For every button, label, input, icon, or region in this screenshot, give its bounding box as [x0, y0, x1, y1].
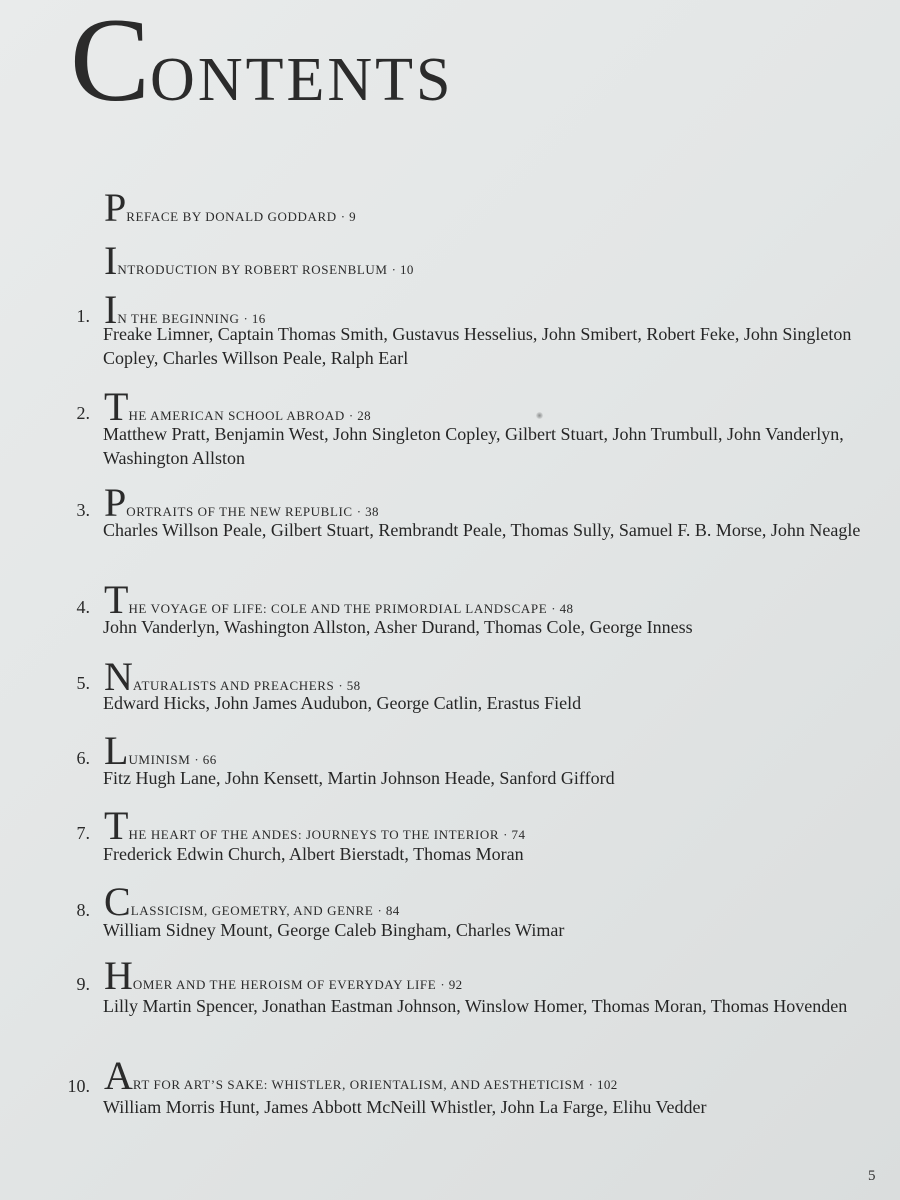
chapter-number: 1.	[76, 306, 90, 326]
heading-text: NTRODUCTION BY ROBERT ROSENBLUM	[117, 262, 388, 277]
page-number: · 48	[551, 601, 574, 616]
chapter-artists: Edward Hicks, John James Audubon, George Catlin, Erastus Field	[103, 693, 582, 713]
page-number: · 28	[348, 408, 372, 423]
drop-cap: C	[104, 879, 131, 924]
page-number: · 10	[391, 262, 414, 277]
page-number: · 66	[194, 752, 217, 767]
drop-cap: H	[104, 953, 133, 998]
page-number: · 74	[503, 827, 526, 842]
chapter-artists: Lilly Martin Spencer, Jonathan Eastman Johnson, Winslow Homer, Thomas Moran, Thomas Hovenden	[103, 996, 848, 1016]
heading-text: ORTRAITS OF THE NEW REPUBLIC	[126, 504, 353, 519]
drop-cap: A	[104, 1053, 133, 1098]
chapter-artists: Frederick Edwin Church, Albert Bierstadt, Thomas Moran	[103, 844, 524, 864]
drop-cap: L	[104, 728, 129, 773]
chapter-number: 2.	[76, 403, 90, 423]
chapter-artists: John Vanderlyn, Washington Allston, Asher Durand, Thomas Cole, George Inness	[103, 617, 693, 637]
paper-smudge	[536, 412, 543, 419]
heading-text: RT FOR ART’S SAKE: WHISTLER, ORIENTALISM, AND AESTHETICISM	[132, 1077, 585, 1092]
page-number: · 58	[338, 678, 361, 693]
title-initial: C	[70, 0, 151, 126]
heading-text: LASSICISM, GEOMETRY, AND GENRE	[130, 903, 374, 918]
page-number: · 84	[377, 903, 400, 918]
drop-cap: P	[104, 480, 127, 525]
chapter-heading	[104, 1053, 618, 1098]
heading-text: UMINISM	[128, 752, 191, 767]
drop-cap: T	[104, 384, 129, 429]
heading-text: HE VOYAGE OF LIFE: COLE AND THE PRIMORDIAL LANDSCAPE	[128, 601, 548, 616]
heading-text: HE AMERICAN SCHOOL ABROAD	[128, 408, 345, 423]
drop-cap: T	[104, 803, 129, 848]
page-title	[70, 0, 454, 126]
drop-cap: P	[104, 185, 127, 230]
preface-heading	[104, 185, 357, 230]
chapter-number: 3.	[76, 500, 90, 520]
chapter-artists: William Morris Hunt, James Abbott McNeill Whistler, John La Farge, Elihu Vedder	[103, 1097, 707, 1117]
page-number: · 16	[243, 311, 266, 326]
chapter-artists: William Sidney Mount, George Caleb Bingham, Charles Wimar	[103, 920, 565, 940]
drop-cap: T	[104, 577, 129, 622]
chapter-number: 6.	[76, 748, 90, 768]
chapter-artists: Freake Limner, Captain Thomas Smith, Gustavus Hesselius, John Smibert, Robert Feke, John Singleton Copley, Charles Willson Peale, Ralph Earl	[103, 324, 852, 368]
introduction-heading	[104, 238, 414, 283]
heading-text: ATURALISTS AND PREACHERS	[132, 678, 335, 693]
heading-text: HE HEART OF THE ANDES: JOURNEYS TO THE INTERIOR	[128, 827, 500, 842]
page-number: · 92	[440, 977, 463, 992]
heading-text: N THE BEGINNING	[117, 311, 240, 326]
chapter-heading	[104, 953, 463, 998]
chapter-number: 4.	[76, 597, 90, 617]
title-rest: ONTENTS	[150, 46, 454, 114]
chapter-number: 5.	[76, 673, 90, 693]
chapter-heading	[104, 879, 400, 924]
chapter-artists: Matthew Pratt, Benjamin West, John Singleton Copley, Gilbert Stuart, John Trumbull, John Vanderlyn, Washington Allston	[103, 424, 844, 468]
chapter-artists: Charles Willson Peale, Gilbert Stuart, Rembrandt Peale, Thomas Sully, Samuel F. B. Morse, John Neagle	[103, 520, 861, 540]
heading-text: OMER AND THE HEROISM OF EVERYDAY LIFE	[132, 977, 437, 992]
heading-text: REFACE BY DONALD GODDARD	[126, 209, 337, 224]
chapter-number: 8.	[76, 900, 90, 920]
chapter-heading	[104, 728, 217, 773]
page-number: · 102	[588, 1077, 618, 1092]
chapter-heading	[104, 384, 372, 429]
page-number: · 9	[340, 209, 357, 224]
drop-cap: N	[104, 654, 133, 699]
drop-cap: I	[104, 287, 118, 332]
drop-cap: I	[104, 238, 118, 283]
chapter-number: 9.	[76, 974, 90, 994]
chapter-number: 10.	[67, 1076, 90, 1096]
chapter-artists: Fitz Hugh Lane, John Kensett, Martin Johnson Heade, Sanford Gifford	[103, 768, 615, 788]
page-number: · 38	[356, 504, 379, 519]
chapter-heading	[104, 577, 574, 622]
chapter-number: 7.	[76, 823, 90, 843]
chapter-heading	[104, 480, 379, 525]
folio-page-number: 5	[868, 1168, 876, 1184]
chapter-heading	[104, 803, 526, 848]
